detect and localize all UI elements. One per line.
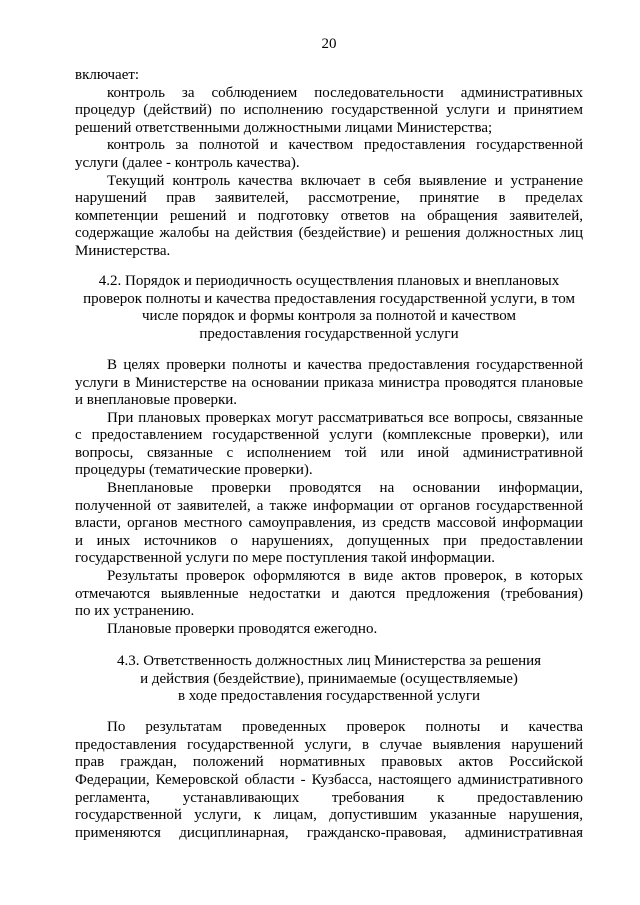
heading-line: 4.2. Порядок и периодичность осуществления плановых и внеплановых (98, 273, 560, 290)
paragraph-line: контроль за соблюдением последовательности административных (107, 84, 583, 101)
paragraph-line: услуги в Министерстве на основании приказа министра проводятся плановые (75, 374, 583, 391)
paragraph-line: решений ответственными должностными лицами Министерства; (75, 119, 493, 136)
heading-line: и действия (бездействие), принимаемые (осуществляемые) (140, 670, 518, 687)
heading-line: проверок полноты и качества предоставления государственной услуги, в том (83, 290, 575, 307)
paragraph-continuation (75, 67, 583, 85)
page-content (75, 67, 583, 842)
paragraph-line: Министерства. (75, 242, 171, 259)
paragraph-line: процедур (действий) по исполнению государственной услуги и принятием (75, 102, 583, 119)
paragraph-line: прав граждан, положений нормативных правовых актов Российской (75, 754, 583, 771)
paragraph-line: Результаты проверок оформляются в виде актов проверок, в которых (107, 568, 583, 585)
paragraph-line: Федерации, Кемеровской области - Кузбасса, настоящего административного (75, 771, 583, 788)
heading-line: в ходе предоставления государственной услуги (177, 688, 481, 705)
paragraph-line: Текущий контроль качества включает в себя выявление и устранение (107, 172, 583, 189)
paragraph-line: и внеплановые проверки. (75, 392, 238, 409)
paragraph-inspection-results (75, 568, 583, 621)
paragraph-unplanned-inspections (75, 480, 583, 568)
paragraph-line: государственной услуги, к лицам, допустившим указанные нарушения, (75, 807, 583, 824)
heading-line: 4.3. Ответственность должностных лиц Министерства за решения (116, 652, 542, 669)
section-heading-4-2 (75, 273, 583, 343)
paragraph-line: По результатам проведенных проверок полноты и качества (107, 719, 583, 736)
paragraph-line: включает: (75, 67, 140, 83)
section-heading-4-3 (75, 653, 583, 706)
paragraph-planned-inspections (75, 410, 583, 480)
paragraph-line: В целях проверки полноты и качества предоставления государственной (107, 356, 583, 373)
paragraph-inspection-frequency (75, 621, 583, 639)
paragraph-line: государственной услуги по мере поступления такой информации. (75, 550, 495, 567)
paragraph-line: услуги (далее - контроль качества). (75, 154, 300, 171)
paragraph-line: Внеплановые проверки проводятся на основании информации, (107, 480, 583, 497)
heading-line: предоставления государственной услуги (199, 325, 459, 342)
paragraph-line: вопросы, связанные с исполнением той или иной административной (75, 444, 583, 461)
paragraph-sequence-control (75, 85, 583, 138)
paragraph-completeness-control (75, 137, 583, 172)
paragraph-line: нарушений прав заявителей, рассмотрение, принятие в пределах (75, 190, 583, 207)
paragraph-line: отмечаются выявленные недостатки и даются предложения (требования) (75, 585, 583, 602)
heading-line: числе порядок и формы контроля за полнотой и качеством (141, 308, 517, 325)
paragraph-liability (75, 719, 583, 842)
page-number: 20 (321, 36, 337, 52)
paragraph-line: Плановые проверки проводятся ежегодно. (107, 620, 378, 637)
paragraph-line: регламента, устанавливающих требования к предоставлению (75, 789, 583, 806)
paragraph-line: компетенции решений и подготовку ответов на обращения заявителей, (75, 207, 583, 224)
paragraph-line: При плановых проверках могут рассматриваться все вопросы, связанные (107, 409, 583, 426)
paragraph-line: полученной от заявителей, а также информации от органов государственной (75, 497, 583, 514)
paragraph-current-control (75, 173, 583, 261)
paragraph-line: предоставления государственной услуги, в случае выявления нарушений (75, 736, 583, 753)
paragraph-line: по их устранению. (75, 603, 195, 620)
paragraph-line: с предоставлением государственной услуги (комплексные проверки), или (75, 427, 583, 444)
paragraph-line: применяются дисциплинарная, гражданско-правовая, административная (75, 824, 583, 841)
paragraph-line: контроль за полнотой и качеством предоставления государственной (107, 137, 583, 154)
paragraph-line: власти, органов местного самоуправления, из средств массовой информации (75, 515, 583, 532)
paragraph-line: и иных источников о нарушениях, допущенных при предоставлении (75, 532, 583, 549)
paragraph-line: процедуры (тематические проверки). (75, 462, 313, 479)
paragraph-line: содержащие жалобы на действия (бездействие) и решения должностных лиц (75, 225, 583, 242)
paragraph-purpose (75, 357, 583, 410)
